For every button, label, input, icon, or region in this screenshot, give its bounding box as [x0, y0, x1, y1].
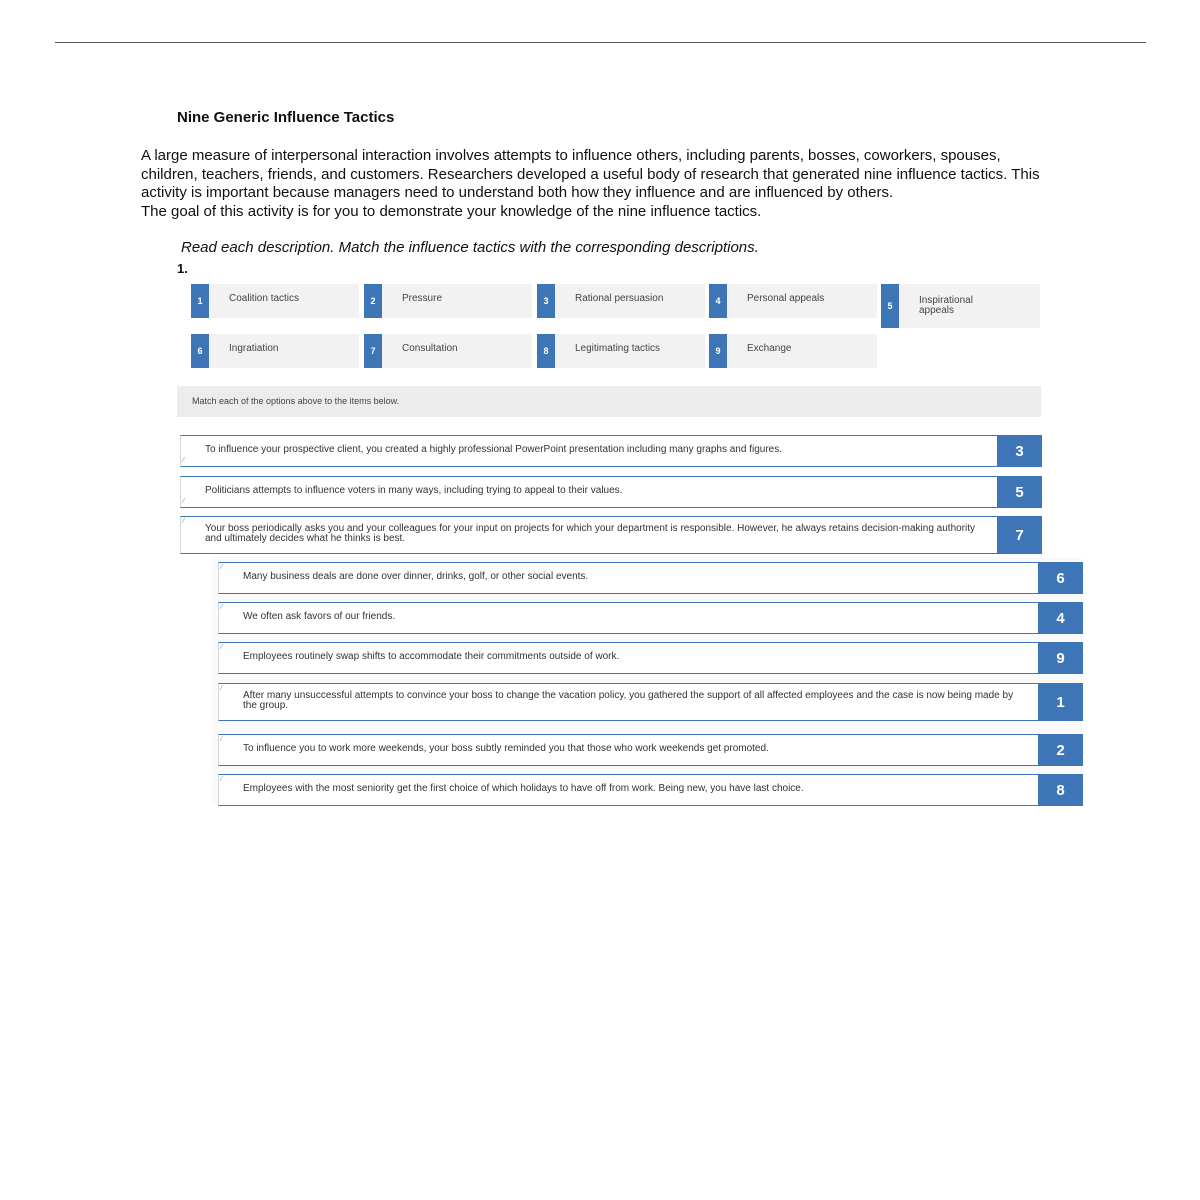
item-description: Employees with the most seniority get the first choice of which holidays to have off from work. Being new, you have last choice.	[243, 783, 804, 794]
item-description: We often ask favors of our friends.	[243, 611, 396, 622]
match-item-3[interactable]	[180, 516, 1041, 554]
match-instruction-bar	[177, 386, 1041, 417]
option-label: Personal appeals	[747, 293, 825, 304]
item-tick: ⁄	[221, 776, 223, 783]
document-title: Nine Generic Influence Tactics	[177, 109, 395, 126]
item-description: Your boss periodically asks you and your colleagues for your input on projects for which your department is responsible. However, he always retains decision-making authority and ultimately decides what he thinks is best.	[205, 523, 976, 544]
option-label: Consultation	[402, 343, 458, 354]
match-item-6[interactable]	[218, 642, 1082, 674]
match-item-7[interactable]	[218, 683, 1082, 721]
match-item-9[interactable]	[218, 774, 1082, 806]
option-label: Rational persuasion	[575, 293, 664, 304]
option-number: 8	[537, 334, 555, 368]
items-panel-background	[212, 557, 1082, 805]
item-tick: ⁄	[221, 604, 223, 611]
item-description: Employees routinely swap shifts to accommodate their commitments outside of work.	[243, 651, 620, 662]
option-8[interactable]	[537, 334, 705, 368]
option-number: 6	[191, 334, 209, 368]
item-description: Many business deals are done over dinner, drinks, golf, or other social events.	[243, 571, 589, 582]
option-label: Legitimating tactics	[575, 343, 661, 354]
item-tick: ⁄	[183, 498, 185, 505]
option-number: 7	[364, 334, 382, 368]
answer-box[interactable]: 1	[1038, 683, 1083, 721]
option-number: 5	[881, 284, 899, 328]
option-label: Exchange	[747, 343, 792, 354]
match-item-2[interactable]	[180, 476, 1041, 508]
answer-box[interactable]: 9	[1038, 642, 1083, 674]
page-top-rule	[55, 42, 1146, 43]
match-item-8[interactable]	[218, 734, 1082, 766]
option-4[interactable]	[709, 284, 877, 318]
match-instruction: Match each of the options above to the items below.	[192, 396, 400, 406]
option-number: 1	[191, 284, 209, 318]
option-9[interactable]	[709, 334, 877, 368]
option-number: 2	[364, 284, 382, 318]
answer-box[interactable]: 5	[997, 476, 1042, 508]
item-tick: ⁄	[183, 518, 185, 525]
match-item-5[interactable]	[218, 602, 1082, 634]
option-6[interactable]	[191, 334, 359, 368]
intro-text: A large measure of interpersonal interaction involves attempts to influence others, including parents, bosses, coworkers, spouses, children, teachers, friends, and customers. Researchers developed a useful body of research that generated nine influence tactics. This activity is important because managers need to understand both how they influence and are influenced by others.	[141, 147, 1040, 201]
option-label: Pressure	[402, 293, 443, 304]
item-tick: ⁄	[221, 644, 223, 651]
answer-box[interactable]: 6	[1038, 562, 1083, 594]
option-7[interactable]	[364, 334, 532, 368]
item-description: After many unsuccessful attempts to convince your boss to change the vacation policy, you gathered the support of all affected employees and the case is now being made by the group.	[243, 690, 1014, 711]
answer-box[interactable]: 2	[1038, 734, 1083, 766]
answer-box[interactable]: 8	[1038, 774, 1083, 806]
answer-box[interactable]: 7	[997, 516, 1042, 554]
option-1[interactable]	[191, 284, 359, 318]
option-number: 3	[537, 284, 555, 318]
question-number: 1.	[177, 261, 188, 276]
item-description: Politicians attempts to influence voters in many ways, including trying to appeal to their values.	[205, 485, 623, 496]
instruction-text: Read each description. Match the influence tactics with the corresponding descriptions.	[181, 239, 759, 256]
item-tick: ⁄	[221, 736, 223, 743]
item-description: To influence your prospective client, you created a highly professional PowerPoint presentation including many graphs and figures.	[205, 444, 783, 455]
option-2[interactable]	[364, 284, 532, 318]
answer-box[interactable]: 4	[1038, 602, 1083, 634]
intro-paragraph	[141, 147, 1041, 221]
item-tick: ⁄	[221, 685, 223, 692]
option-label: Ingratiation	[229, 343, 279, 354]
option-number: 4	[709, 284, 727, 318]
match-item-4[interactable]	[218, 562, 1082, 594]
answer-box[interactable]: 3	[997, 435, 1042, 467]
item-tick: ⁄	[221, 564, 223, 571]
item-tick: ⁄	[183, 457, 185, 464]
match-item-1[interactable]	[180, 435, 1041, 467]
option-label: Inspirational appeals	[919, 295, 973, 316]
option-label: Coalition tactics	[229, 293, 300, 304]
goal-text: The goal of this activity is for you to demonstrate your knowledge of the nine influence tactics.	[141, 202, 762, 220]
option-3[interactable]	[537, 284, 705, 318]
option-number: 9	[709, 334, 727, 368]
option-5[interactable]	[881, 284, 1040, 328]
item-description: To influence you to work more weekends, your boss subtly reminded you that those who work weekends get promoted.	[243, 743, 769, 754]
